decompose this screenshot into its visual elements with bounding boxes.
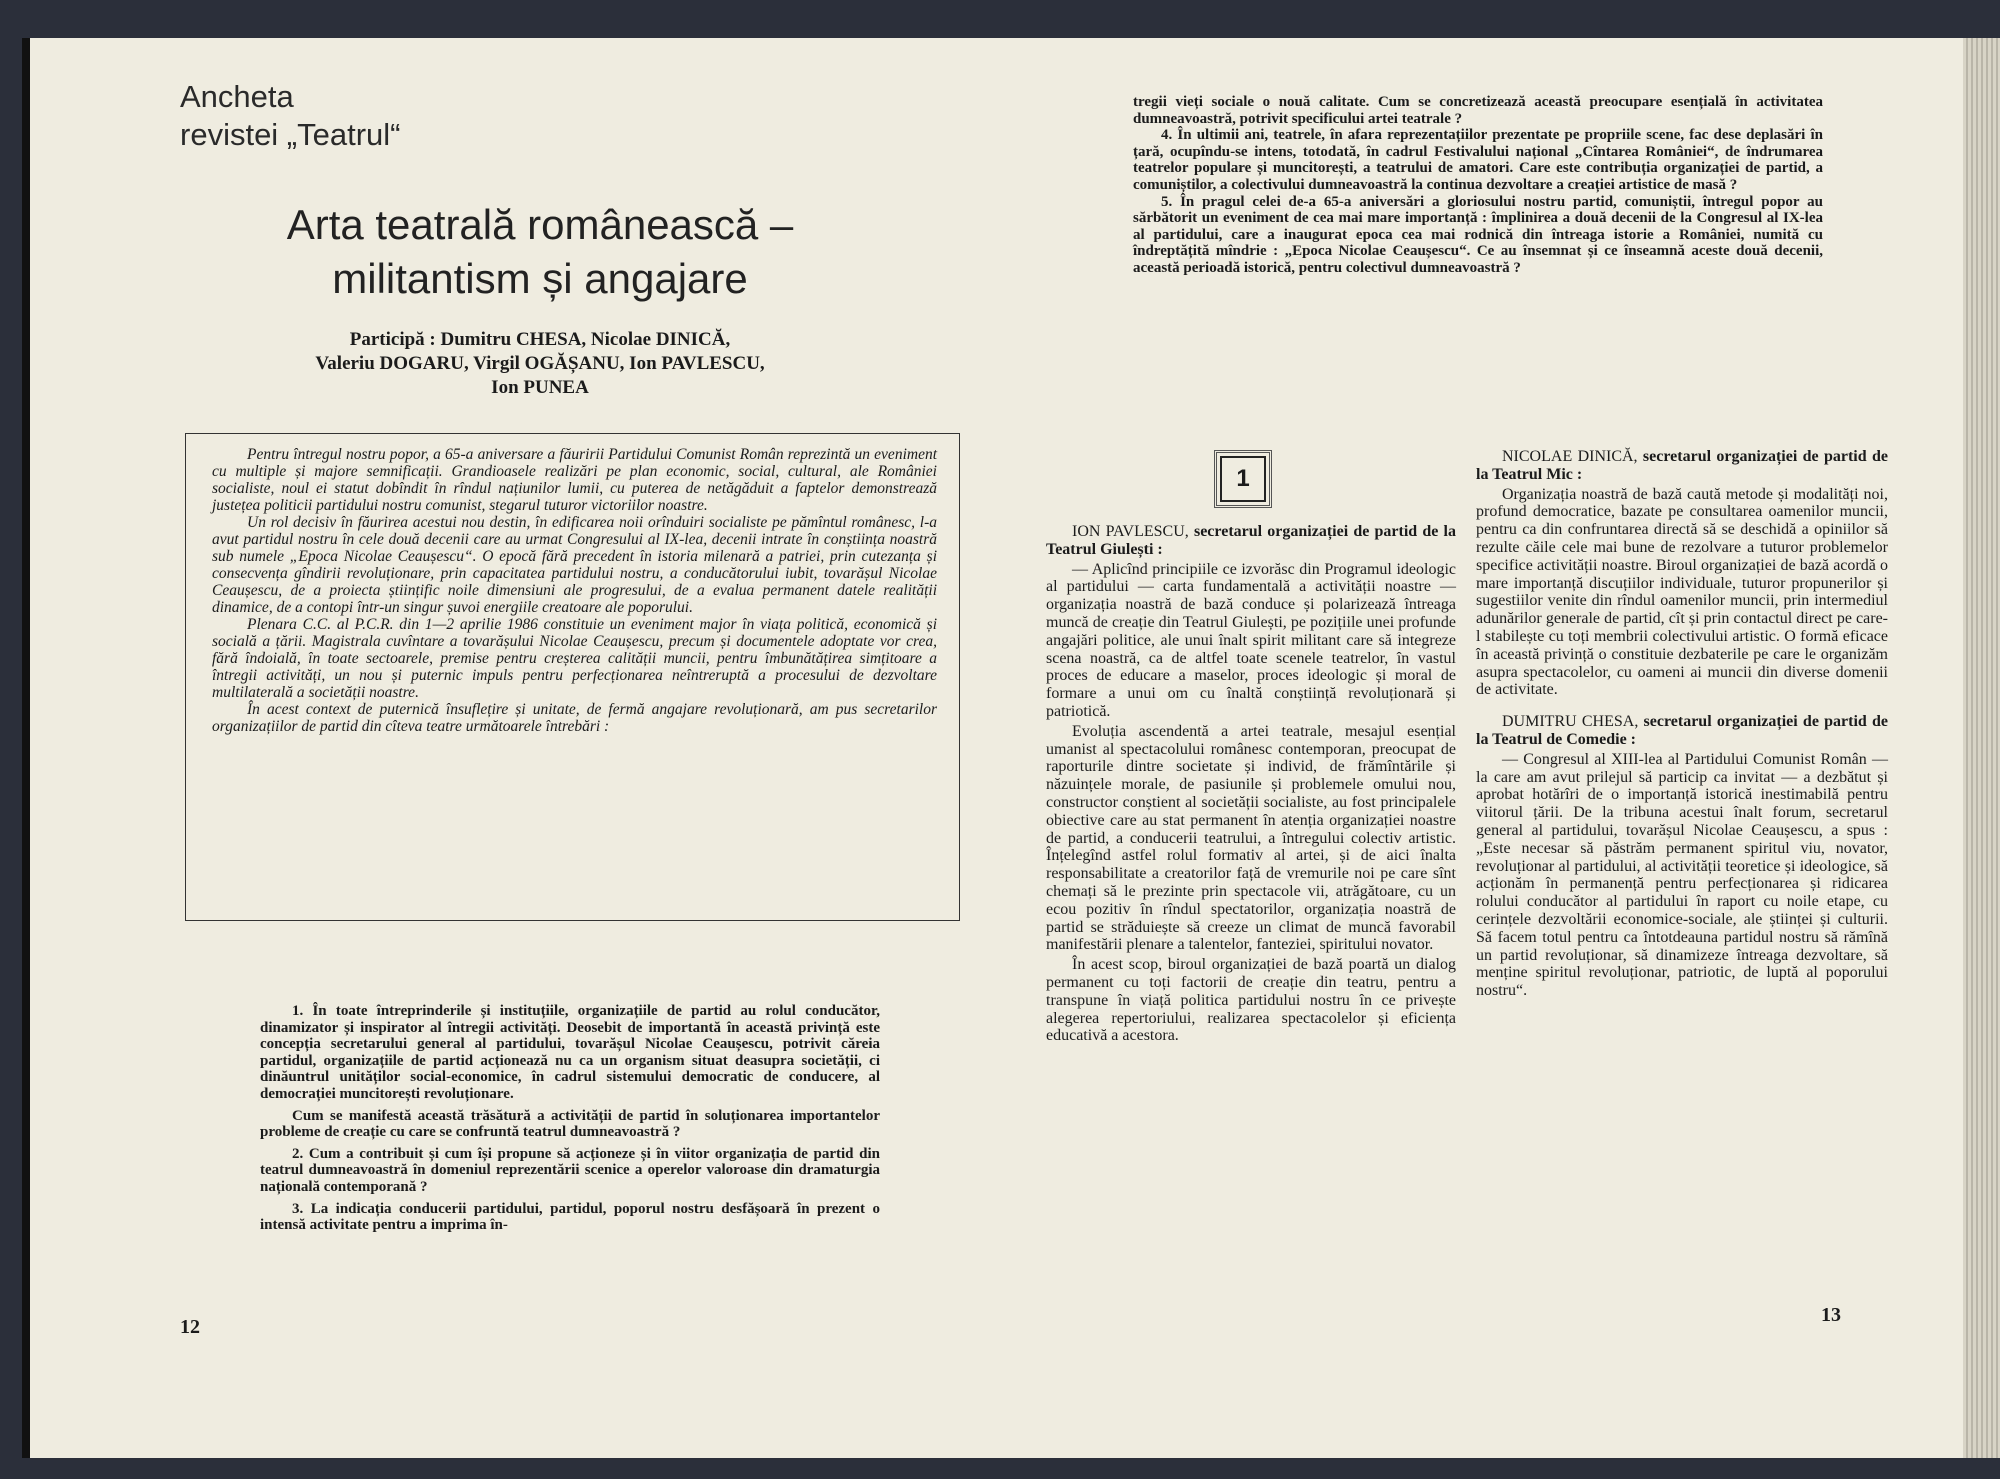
question-1-followup: Cum se manifestă această trăsătură a activității de partid în soluționarea importantelor probleme de creație cu care se confruntă teatrul dumneavoastră ? [260, 1107, 880, 1141]
answer-paragraph: În acest scop, biroul organizației de bază poartă un dialog permanent cu toți factorii de creație din teatru, pentru a transpune în viață politica partidului nostru în ce privește alegerea repertoriului, realizarea spectacolelor și eficiența educativă a acestora. [1046, 956, 1456, 1045]
title-line-2: militantism și angajare [332, 255, 748, 302]
page-number-left: 12 [180, 1316, 200, 1338]
question-4: 4. În ultimii ani, teatrele, în afara reprezentațiilor prezentate pe propriile scene, fac dese deplasări în țară, ocupîndu-se intens, totodată, în cadrul Festivalului național „Cîntarea României“, de îndrumarea teatrelor populare și muncitorești, a teatrului de amatori. Care este contribuția organizației de partid, a comuniștilor, a colectivului dumneavoastră la continua dezvoltare a creației artistice de masă ? [1133, 127, 1823, 193]
questions-list [260, 1003, 880, 1239]
column-dinica-chesa [1476, 448, 1888, 1002]
series-line-1: Ancheta [180, 79, 294, 114]
article-title [180, 198, 900, 306]
series-heading [180, 78, 401, 154]
speaker-heading [1476, 713, 1888, 749]
speaker-name: ION PAVLESCU, [1072, 523, 1189, 540]
speaker-name: NICOLAE DINICĂ, [1502, 448, 1638, 465]
participants-line-2: Valeriu DOGARU, Virgil OGĂȘANU, Ion PAVLESCU, [315, 353, 765, 374]
speaker-name: DUMITRU CHESA, [1502, 713, 1639, 731]
column-pavlescu [1046, 523, 1456, 1047]
participants [260, 328, 820, 400]
speaker-role: secretarul organizației de partid de la Teatrul Mic : [1476, 448, 1889, 483]
participants-line-3: Ion PUNEA [491, 377, 589, 398]
title-line-1: Arta teatrală românească – [286, 201, 794, 248]
answer-paragraph: — Congresul al XIII-lea al Partidului Comunist Român — la care am avut prilejul să particip ca invitat — a dezbătut și aprobat hotărîri de o importanță istorică inestimabilă pentru viitorul țării. De la tribuna acestui înalt forum, secretarul general al partidului, tovarășul Nicolae Ceaușescu, a spus : „Este necesar să păstrăm permanent spiritul viu, novator, revoluționar al partidului, al activității teoretice și ideologice, să acționăm în permanență pentru perfecționarea și ridicarea rolului conducător al partidului în raport cu noile etape, cu cerințele dezvoltării economice-sociale, ale științei și culturii. Să facem totul pentru ca întotdeauna partidul nostru să rămînă un partid revoluționar, să dinamizeze întreaga dezvoltare, să menține spiritul revoluționar, patriotic, de luptă al poporului nostru“. [1476, 750, 1888, 1000]
page-edges [1963, 38, 2000, 1458]
answer-paragraph: Organizația noastră de bază caută metode și modalități noi, profund democratice, bazate pe consultarea oamenilor muncii, pentru ca din confruntarea directă să se deschidă a opiniilor să rezulte căile cele mai bune de rezolvare a tuturor problemelor specifice activității noastre. Biroul organizației de bază acordă o mare importanță discuțiilor individuale, tuturor propunerilor și sugestiilor venite din rîndul oamenilor muncii, prin intermediul adunărilor generale de partid, cît și prin contactul direct pe care-l stabilește cu toți membrii colectivului artistic. O formă eficace în această privință o constituie dezbaterile pe care le organizăm asupra spectacolelor, cu oameni ai muncii din diverse domenii de activitate. [1476, 485, 1888, 699]
series-line-2: revistei „Teatrul“ [180, 117, 401, 152]
question-3: 3. La indicația conducerii partidului, partidul, poporul nostru desfășoară în prezent o intensă activitate pentru a imprima în- [260, 1200, 880, 1234]
speaker-heading [1046, 523, 1456, 559]
questions-continued [1133, 94, 1823, 277]
left-page [22, 38, 1005, 1458]
speaker-role: secretarul organizației de partid de la Teatrul Giulești : [1046, 523, 1456, 558]
question-1: 1. În toate întreprinderile și instituțiile, organizațiile de partid au rolul conducător, dinamizator și inspirator al întregii activități. Deosebit de importantă în această privință este concepția secretarului general al partidului, tovarășul Nicolae Ceaușescu, potrivit căreia partidul, organizațiile de partid acționează nu ca un organism situat deasupra societății, ci dinăuntrul unităților social-economice, în cadrul sistemului democratic de conducere, al democrației muncitorești revoluționare. [260, 1003, 880, 1102]
section-number-box: 1 [1220, 456, 1266, 502]
question-5: 5. În pragul celei de-a 65-a aniversări a gloriosului nostru partid, comuniștii, întregul popor au sărbătorit un eveniment de cea mai mare importanță : împlinirea a două decenii de la Congresul al IX-lea al partidului, care a inaugurat epoca cea mai rodnică din întreaga istorie a României, numită cu îndreptățită mîndrie : „Epoca Nicolae Ceaușescu“. Ce au însemnat și ce înseamnă aceste două decenii, această perioadă istorică, pentru colectivul dumneavoastră ? [1133, 193, 1823, 276]
answer-paragraph: Evoluția ascendentă a artei teatrale, mesajul esențial umanist al spectacolului românesc contemporan, preocupat de raporturile dintre societate și individ, de frămîntările și năzuințele morale, de pasiunile și problemele omului nou, constructor conștient al societății socialiste, au fost principalele obiective care au stat permanent în atenția organizației noastre de partid, a conducerii teatrului, a întregului colectiv artistic. Înțelegînd astfel rolul formativ al artei, și de aici înalta responsabilitate a creatorilor față de vremurile noi pe care sînt chemați să le prezinte prin spectacole vii, atrăgătoare, cu un ecou pozitiv în rîndul spectatorilor, organizația noastră de partid se străduiește să creeze un climat de muncă favorabil manifestării plenare a talentelor, fanteziei, spiritului novator. [1046, 722, 1456, 954]
question-2: 2. Cum a contribuit și cum își propune să acționeze și în viitor organizația de partid din teatrul dumneavoastră în domeniul reprezentării scenice a operelor valoroase din dramaturgia națională contemporană ? [260, 1145, 880, 1195]
answer-paragraph: — Aplicînd principiile ce izvorăsc din Programul ideologic al partidului — carta fundamentală a activității noastre — organizația noastră de bază conduce și polarizează întreaga muncă de creație din Teatrul Giulești, pe pozițiile unei profunde angajări politice, ale unui înalt spirit militant care să integreze scena noastră, ca de altfel toate scenele teatrelor, în vastul proces de educare a maselor, proces ideologic și moral de formare a unui om cu înaltă conștiință revoluționară și patriotică. [1046, 560, 1456, 720]
intro-text [212, 446, 937, 735]
speaker-heading [1476, 448, 1888, 484]
page-number-right: 13 [1821, 1304, 1841, 1326]
intro-paragraph: În acest context de puternică însuflețire și unitate, de fermă angajare revoluționară, am pus secretarilor organizațiilor de partid din cîteva teatre următoarele întrebări : [212, 701, 937, 735]
participants-line-1: Participă : Dumitru CHESA, Nicolae DINICĂ, [349, 329, 731, 350]
speaker-role: secretarul organizației de partid de la Teatrul de Comedie : [1476, 713, 1888, 748]
intro-paragraph: Pentru întregul nostru popor, a 65-a aniversare a făuririi Partidului Comunist Român reprezintă un eveniment cu multiple și majore semnificații. Grandioasele realizări pe plan economic, social, cultural, ale României socialiste, noul ei statut dobîndit în rîndul națiunilor lumii, cu puterea de netăgăduit a faptelor demonstrează justețea politicii partidului nostru comunist, stegarul tuturor victoriilor noastre. [212, 446, 937, 514]
intro-paragraph: Un rol decisiv în făurirea acestui nou destin, în edificarea noii orînduiri socialiste pe pămîntul românesc, l-a avut partidul nostru în cele două decenii care au urmat Congresului al IX-lea, decenii intrate în conștiința noastră sub numele „Epoca Nicolae Ceaușescu“. O epocă fără precedent în istoria milenară a patriei, prin cutezanța și consecvența gîndirii revoluționare, prin capacitatea partidului nostru, a conducătorului iubit, tovarășul Nicolae Ceaușescu, de a proiecta științific noile dimensiuni ale progresului, de a evalua permanent datele realității dinamice, de a contopi într-un singur șuvoi energiile creatoare ale poporului. [212, 514, 937, 616]
right-page [1003, 38, 1963, 1458]
question-3-cont: tregii vieți sociale o nouă calitate. Cum se concretizează această preocupare esențială în activitatea dumneavoastră, potrivit specificului artei teatrale ? [1133, 94, 1823, 127]
intro-paragraph: Plenara C.C. al P.C.R. din 1—2 aprilie 1986 constituie un eveniment major în viața politică, economică și socială a țării. Magistrala cuvîntare a tovarășului Nicolae Ceaușescu, precum și documentele adoptate vor crea, fără îndoială, în toate sectoarele, premise pentru creșterea calității muncii, pentru îmbunătățirea simțitoare a întregii activități, un nou și puternic impuls pentru perfecționarea neîntreruptă a procesului de dezvoltare multilaterală a societății noastre. [212, 616, 937, 701]
